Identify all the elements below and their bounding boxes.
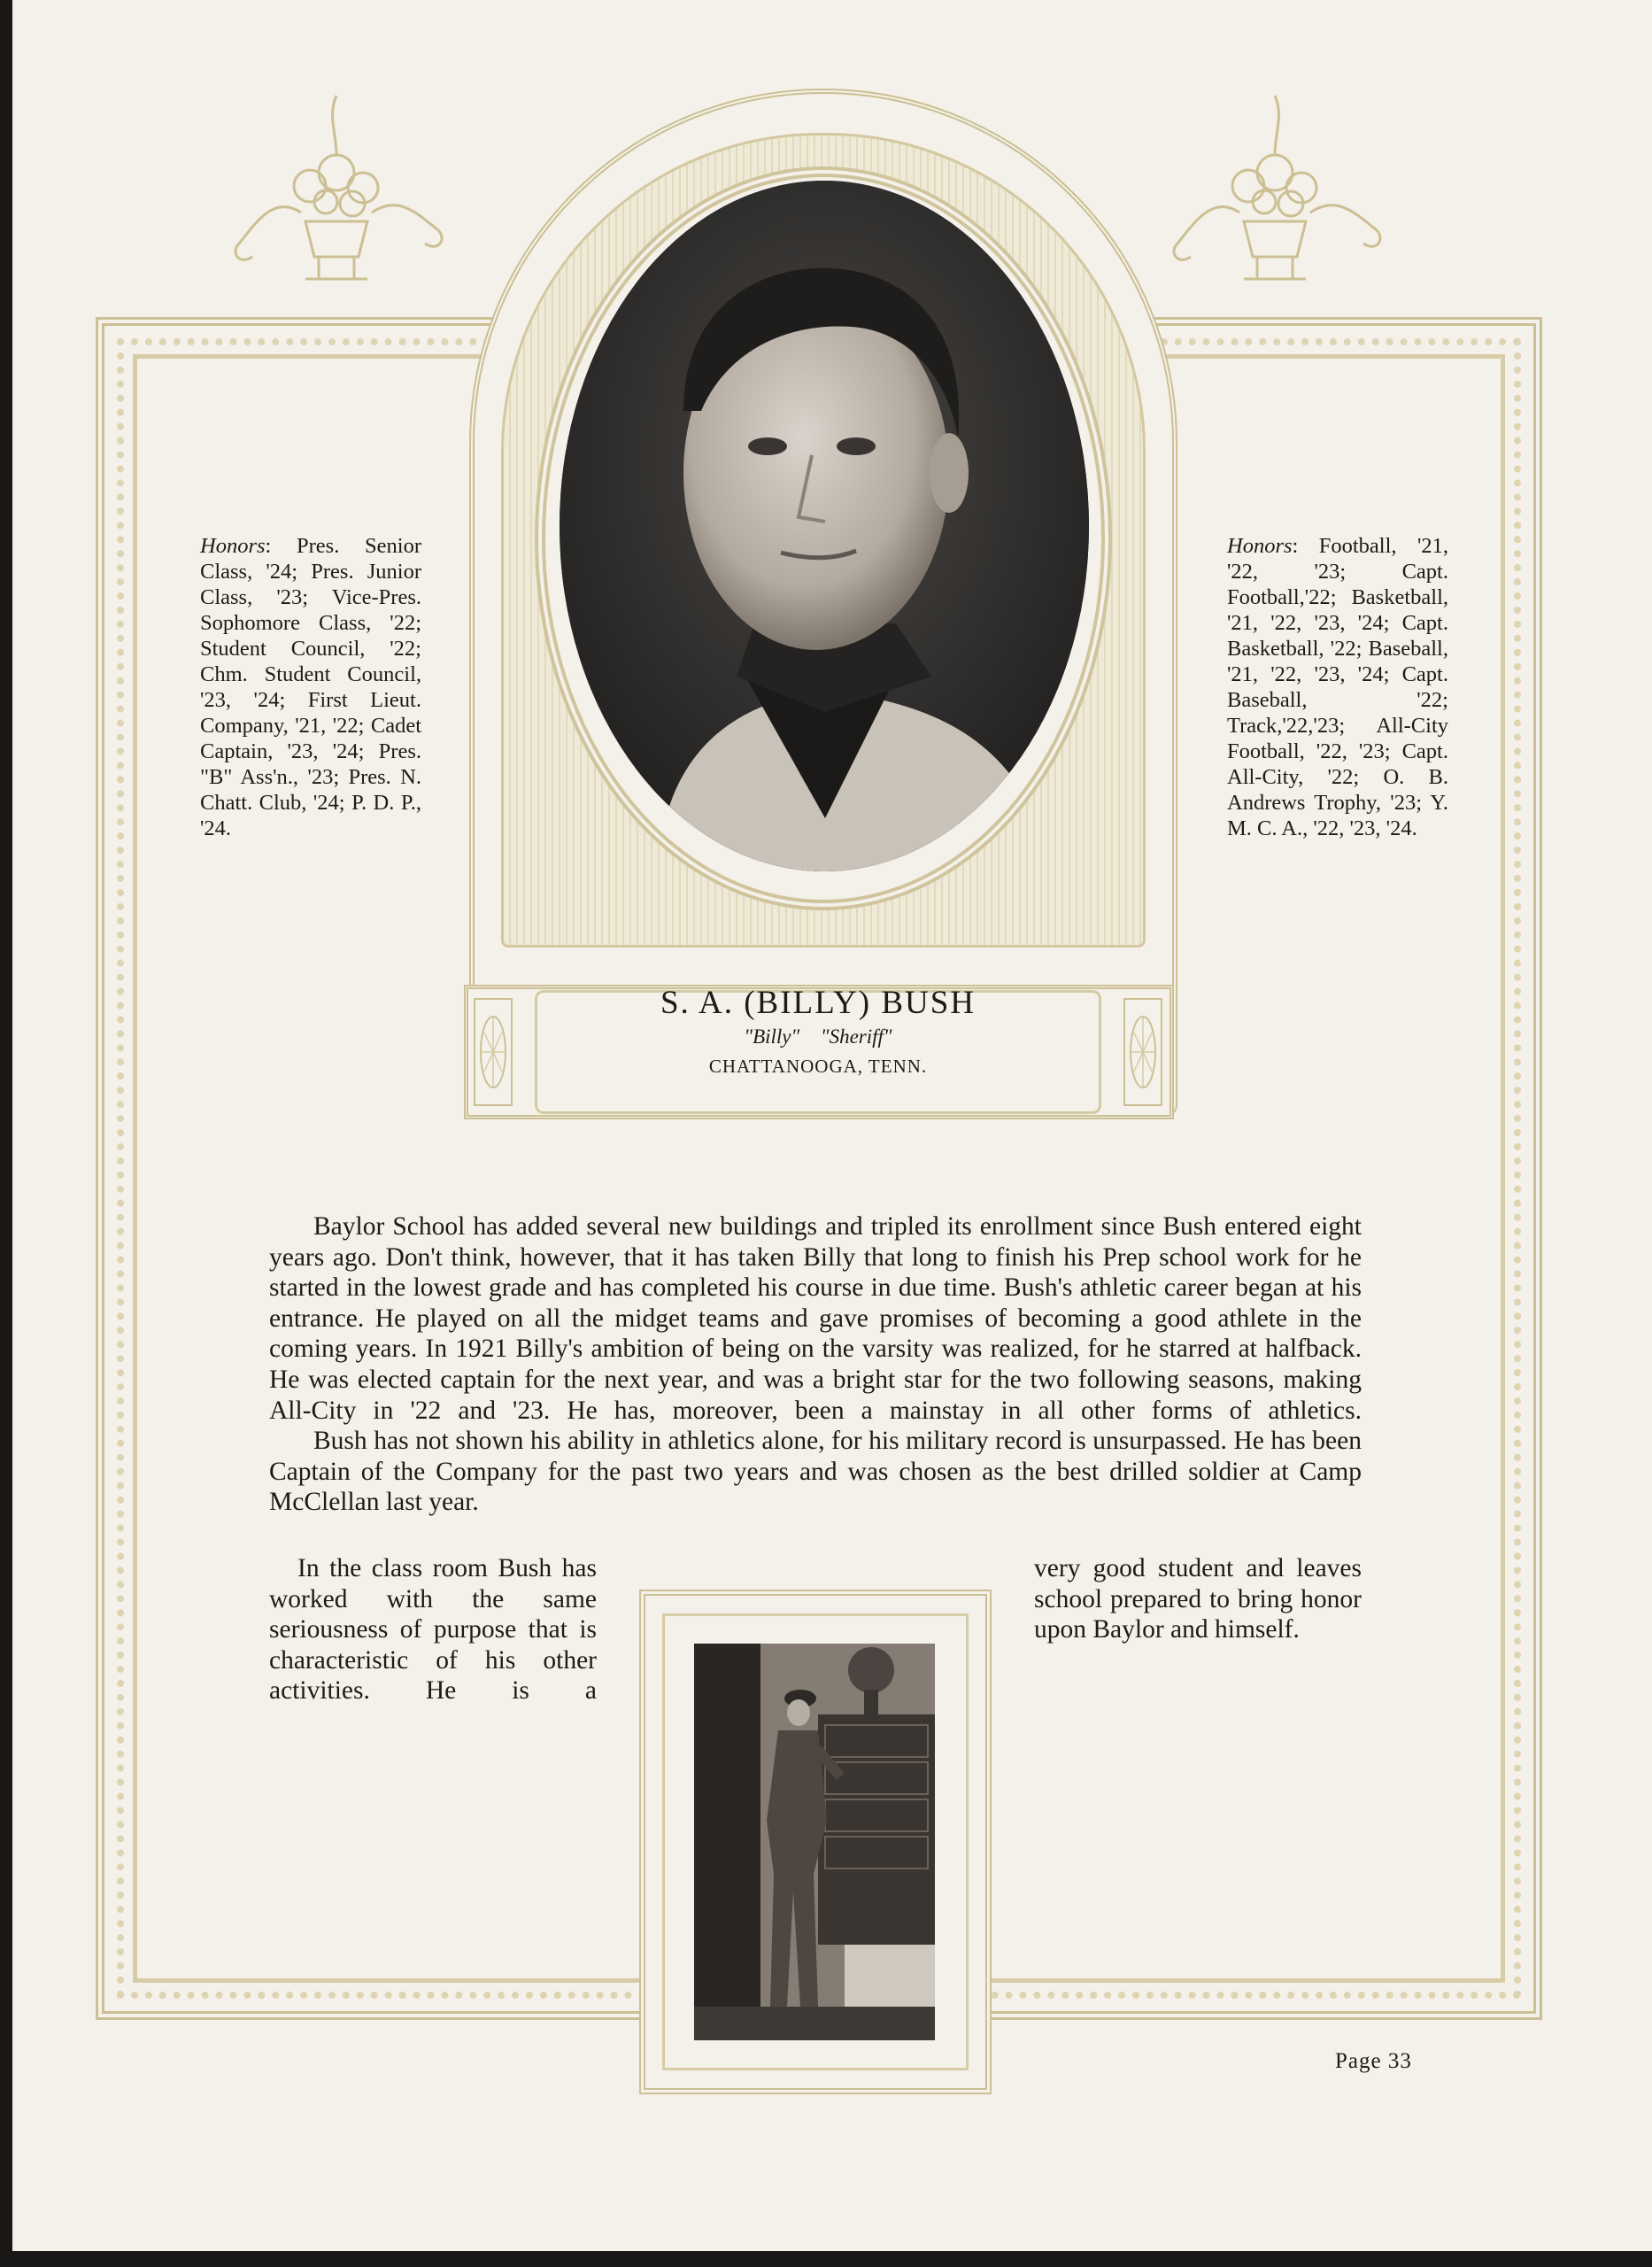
rosette-right-icon	[1123, 997, 1163, 1107]
honors-right	[1227, 533, 1448, 841]
honors-right-label: Honors	[1227, 534, 1293, 558]
honors-right-text: : Football, '21, '22, '23; Capt. Football,'22; Basketball, '21, '22, '23, '24; Capt. Basketball, '22; Baseball, '21, '22, '23, '24; Capt. Baseball, '22; Track,'22,'23; All-City Football, '22, '23; Capt. All-City, '22; O. B. Andrews Trophy, '23; Y. M. C. A., '22, '23, '24.	[1227, 534, 1448, 840]
biography	[269, 1211, 1362, 1518]
portrait-photo	[560, 181, 1089, 871]
hometown: CHATTANOOGA, TENN.	[708, 1056, 928, 1077]
bio-column-left: In the class room Bush has worked with the same seriousness of purpose that is characteristic of his other activities. He is a	[269, 1554, 597, 1706]
bio-paragraph: Bush has not shown his ability in athletics alone, for his military record is unsurpassed. He has been Captain of the Company for the past two years and was chosen as the best drilled soldier at Camp McClellan last year.	[269, 1427, 1362, 1517]
rosette-left-icon	[473, 997, 513, 1107]
snapshot-photo	[694, 1644, 935, 2040]
student-name: S. A. (BILLY) BUSH	[660, 985, 977, 1021]
nicknames: "Billy" "Sheriff"	[744, 1025, 892, 1048]
honors-left-text: : Pres. Senior Class, '24; Pres. Junior Class, '23; Vice-Pres. Sophomore Class, '22; Student Council, '22; Chm. Student Council, '23, '24; First Lieut. Company, '21, '22; Cadet Captain, '23, '24; Pres. "B" Ass'n., '23; Pres. N. Chatt. Club, '24; P. D. P., '24.	[200, 534, 421, 840]
bio-paragraph: Baylor School has added several new buildings and tripled its enrollment since Bush entered eight years ago. Don't think, however, that it has taken Billy that long to finish his Prep school work for he started in the lowest grade and has completed his course in due time. Bush's athletic career began at his entrance. He played on all the midget teams and gave promises of becoming a good athlete in the coming years. In 1921 Billy's ambition of being on the varsity was realized, for he starred at halfback. He was elected captain for the next year, and was a bright star for the two following seasons, making All-City in '22 and '23. He has, moreover, been a mainstay in all other forms of athletics.	[269, 1212, 1362, 1425]
flower-urn-right-icon	[1160, 89, 1390, 319]
flower-urn-left-icon	[221, 89, 452, 319]
bio-column-right: very good student and leaves school prepared to bring honor upon Baylor and himself.	[1034, 1554, 1362, 1644]
honors-left	[200, 533, 421, 841]
page-number: Page 33	[1335, 2049, 1412, 2073]
honors-left-label: Honors	[200, 534, 266, 558]
